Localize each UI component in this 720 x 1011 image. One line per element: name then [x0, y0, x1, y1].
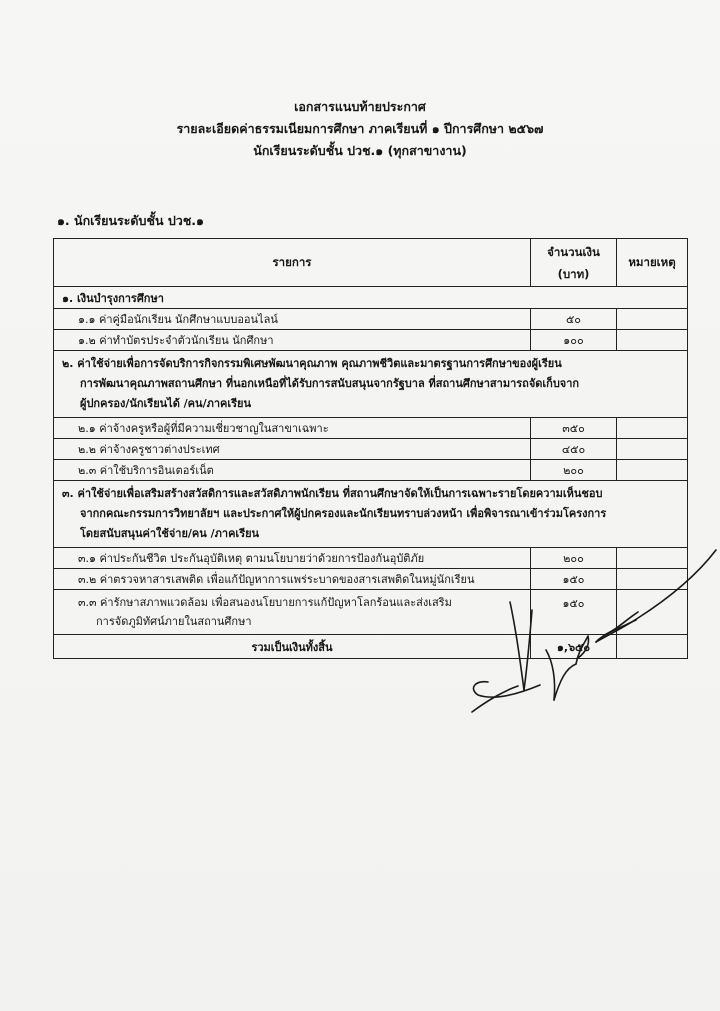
- item-label-line1: ๓.๓ ค่ารักษาสภาพแวดล้อม เพื่อสนองนโยบายการแก้ปัญหาโลกร้อนและส่งเสริม: [78, 596, 452, 609]
- column-header-amount-line2: (บาท): [557, 266, 590, 281]
- item-note: [617, 309, 688, 330]
- item-label: ๑.๒ ค่าทำบัตรประจำตัวนักเรียน นักศึกษา: [54, 330, 531, 351]
- item-label: ๑.๑ ค่าคู่มือนักเรียน นักศึกษาแบบออนไลน์: [54, 309, 531, 330]
- group1-title: ๑. เงินบำรุงการศึกษา: [54, 287, 688, 309]
- document-header: [0, 96, 720, 162]
- table-row: [54, 418, 688, 439]
- group2-title-line2: การพัฒนาคุณภาพสถานศึกษา ที่นอกเหนือที่ได้รับการสนับสนุนจากรัฐบาล ที่สถานศึกษาสามารถจัดเก็บจาก: [80, 377, 580, 390]
- group3-title-line3: โดยสนับสนุนค่าใช้จ่าย/คน /ภาคเรียน: [80, 527, 260, 540]
- item-label-line2: การจัดภูมิทัศน์ภายในสถานศึกษา: [96, 615, 252, 628]
- item-amount: ๑๕๐: [531, 569, 617, 590]
- section-title: ๑. นักเรียนระดับชั้น ปวช.๑: [57, 213, 204, 228]
- group3-title-line2: จากกคณะกรรมการวิทยาลัยฯ และประกาศให้ผู้ปกครองและนักเรียนทราบล่วงหน้า เพื่อพิจารณาเข้าร่วมโครงการ: [80, 507, 607, 520]
- item-label: ๒.๒ ค่าจ้างครูชาวต่างประเทศ: [54, 439, 531, 460]
- item-amount: ๔๕๐: [531, 439, 617, 460]
- group-row: [54, 351, 688, 418]
- table-header-row: [54, 239, 688, 287]
- item-amount: ๒๐๐: [531, 548, 617, 569]
- group2-title-line1: ๒. ค่าใช้จ่ายเพื่อการจัดบริการกิจกรรมพิเศษพัฒนาคุณภาพ คุณภาพชีวิตและมาตรฐานการศึกษาของผู้เรียน: [62, 357, 562, 370]
- item-note: [617, 330, 688, 351]
- group2-title-line3: ผู้ปกครอง/นักเรียนได้ /คน/ภาคเรียน: [80, 397, 251, 410]
- header-line-attachment: เอกสารแนบท้ายประกาศ: [294, 99, 426, 114]
- column-header-amount-line1: จำนวนเงิน: [547, 244, 600, 259]
- item-label: ๒.๓ ค่าใช้บริการอินเตอร์เน็ต: [54, 460, 531, 481]
- table-row: [54, 330, 688, 351]
- total-label: รวมเป็นเงินทั้งสิ้น: [54, 635, 531, 659]
- table-row: [54, 309, 688, 330]
- item-amount: ๓๕๐: [531, 418, 617, 439]
- table-row: [54, 439, 688, 460]
- total-amount: ๑,๖๕๐: [531, 635, 617, 659]
- item-amount: ๒๐๐: [531, 460, 617, 481]
- item-label: ๓.๑ ค่าประกันชีวิต ประกันอุบัติเหตุ ตามนโยบายว่าด้วยการป้องกันอุบัติภัย: [54, 548, 531, 569]
- item-amount: ๑๐๐: [531, 330, 617, 351]
- item-note: [617, 460, 688, 481]
- group2-title: [54, 351, 688, 418]
- item-label: ๓.๒ ค่าตรวจหาสารเสพติด เพื่อแก้ปัญหาการแพร่ระบาดของสารเสพติดในหมู่นักเรียน: [54, 569, 531, 590]
- group3-title: [54, 481, 688, 548]
- item-label: ๒.๑ ค่าจ้างครูหรือผู้ที่มีความเชี่ยวชาญในสาขาเฉพาะ: [54, 418, 531, 439]
- group-row: [54, 481, 688, 548]
- signature: [458, 540, 720, 720]
- header-line-fee-details: รายละเอียดค่าธรรมเนียมการศึกษา ภาคเรียนที่ ๑ ปีการศึกษา ๒๕๖๗: [176, 121, 544, 136]
- column-header-amount: [531, 239, 617, 287]
- item-note: [617, 418, 688, 439]
- column-header-item: รายการ: [54, 239, 531, 287]
- header-line-student-level: นักเรียนระดับชั้น ปวช.๑ (ทุกสาขางาน): [253, 143, 467, 158]
- group-row: [54, 287, 688, 309]
- item-note: [617, 439, 688, 460]
- column-header-note: หมายเหตุ: [617, 239, 688, 287]
- item-amount: ๕๐: [531, 309, 617, 330]
- group3-title-line1: ๓. ค่าใช้จ่ายเพื่อเสริมสร้างสวัสดิการและสวัสดิภาพนักเรียน ที่สถานศึกษาจัดให้เป็นการเฉพาะรายโดยความเห็นชอบ: [62, 487, 603, 500]
- table-row: [54, 460, 688, 481]
- item-amount: ๑๕๐: [531, 590, 617, 635]
